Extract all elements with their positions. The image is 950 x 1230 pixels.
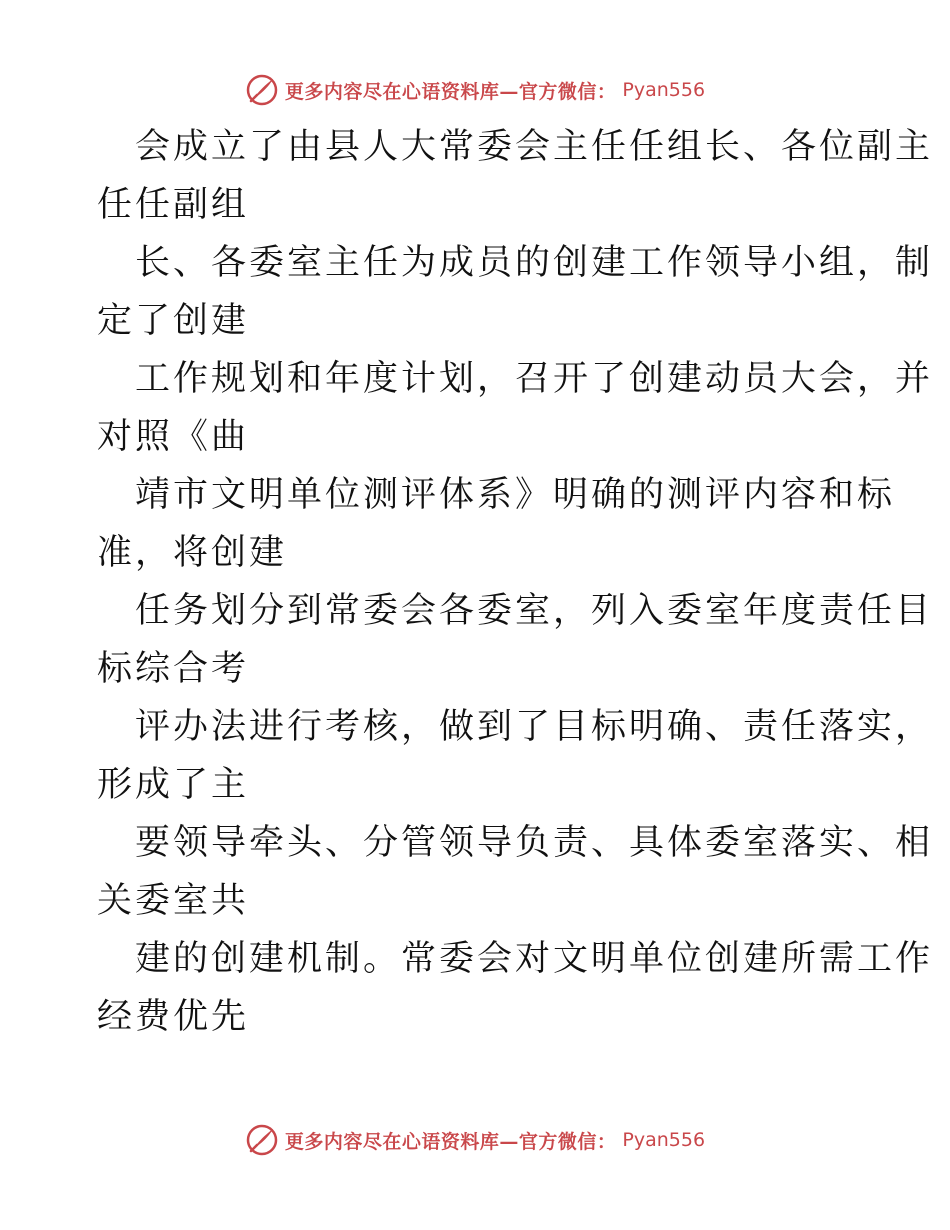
footer-banner[interactable] [245,1123,705,1157]
document-body [97,118,934,1046]
text-line: 形成了主 [97,765,250,805]
text-line: 靖市文明单位测评体系》明确的测评内容和标 [135,475,896,515]
text-line: 准，将创建 [97,533,288,573]
text-line: 关委室共 [97,881,250,921]
text-line: 标综合考 [97,649,250,689]
text-line: 会成立了由县人大常委会主任任组长、各位副主 [135,127,934,167]
text-line: 评办法进行考核，做到了目标明确、责任落实， [135,707,934,747]
quill-logo-icon [245,73,279,107]
text-line: 定了创建 [97,301,250,341]
text-line: 对照《曲 [97,417,250,457]
quill-logo-icon [245,1123,279,1157]
text-line: 经费优先 [97,997,250,1037]
text-line: 任务划分到常委会各委室，列入委室年度责任目 [135,591,934,631]
text-line: 工作规划和年度计划，召开了创建动员大会，并 [135,359,934,399]
text-line: 任任副组 [97,185,250,225]
text-line: 长、各委室主任为成员的创建工作领导小组，制 [135,243,934,283]
page-header [0,70,950,110]
footer-banner-text: 更多内容尽在心语资料库—官方微信： [284,1130,617,1153]
text-line: 建的创建机制。常委会对文明单位创建所需工作 [135,939,934,979]
header-banner-id: Pyan556 [622,79,706,101]
footer-banner-id: Pyan556 [622,1129,706,1151]
page-footer [0,1120,950,1160]
header-banner[interactable] [245,73,705,107]
text-line: 要领导牵头、分管领导负责、具体委室落实、相 [135,823,934,863]
header-banner-text: 更多内容尽在心语资料库—官方微信： [284,80,617,103]
